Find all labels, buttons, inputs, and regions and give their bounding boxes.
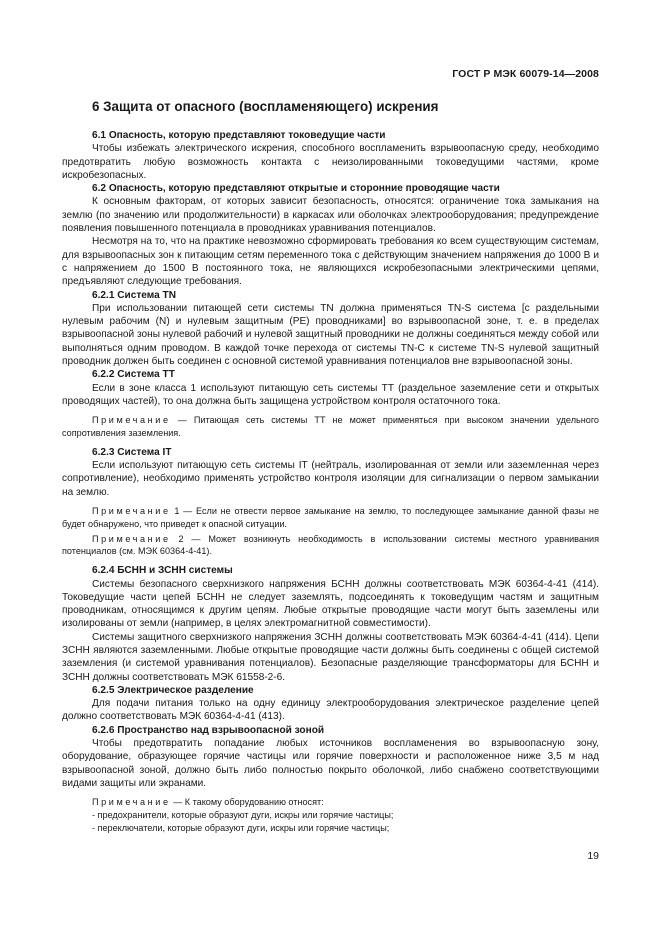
- note-label: Примечание: [92, 506, 171, 517]
- paragraph: Чтобы избежать электрического искрения, способного воспламенить взрывоопасную среду, необходимо предотвратить любую возможность контакта с неизолированными токоведущими частями, кроме искробезопасных.: [62, 143, 599, 181]
- note-label: Примечание: [92, 533, 171, 544]
- note-text: 1 — Если не отвести первое замыкание на землю, то последующее замыкание данной фазы не будет обнаружено, что приведет к опасной ситуации.: [62, 506, 599, 529]
- heading-6-2-6: 6.2.6 Пространство над взрывоопасной зоной: [92, 724, 325, 736]
- note: [62, 533, 599, 559]
- note-text: 2 — Может возникнуть необходимость в использовании системы местного уравнивания потенциалов (см. МЭК 60364-4-41).: [62, 533, 599, 557]
- paragraph: К основным факторам, от которых зависит безопасность, относятся: ограничение тока замыкания на землю (по значению или продолжительности) в каркасах или оболочках электрооборудования; предупреждение появления повышенного потенциала в проводниках уравнивания потенциалов.: [62, 196, 599, 235]
- list-item: - предохранители, которые образуют дуги, искры или горячие частицы;: [92, 810, 394, 821]
- paragraph: Несмотря на то, что на практике невозможно сформировать требования ко всем существующим системам, для взрывоопасных зон к питающим сетям переменного тока с действующим значением напряжения до 1000 В и с напряжением до 1500 В постоянного тока, не являющихся искробезопасными электрическими цепями, предъявляют следующие требования.: [62, 236, 599, 288]
- list-item: - переключатели, которые образуют дуги, искры или горячие частицы;: [92, 822, 390, 833]
- note-text: — Питающая сеть системы TT не может применяться при высоком значении удельного сопротивления заземления.: [62, 415, 599, 439]
- section-title: 6 Защита от опасного (воспламеняющего) искрения: [92, 99, 439, 114]
- paragraph: Для подачи питания только на одну единицу электрооборудования электрическое разделение цепей должно соответствовать МЭК 60364-4-41 (413).: [62, 698, 599, 723]
- note-text: — К такому оборудованию относят:: [170, 797, 324, 808]
- page-number: 19: [587, 850, 599, 862]
- heading-6-2: 6.2 Опасность, которую представляют открытые и сторонние проводящие части: [92, 183, 500, 195]
- heading-6-2-1: 6.2.1 Система TN: [92, 289, 176, 301]
- heading-6-2-3: 6.2.3 Система IT: [92, 446, 172, 458]
- note: [62, 796, 599, 809]
- heading-6-2-4: 6.2.4 БСНН и ЗСНН системы: [92, 565, 233, 577]
- paragraph: Если в зоне класса 1 используют питающую сеть системы TT (раздельное заземление сети и открытых проводящих частей), то она должна быть защищена устройством контроля остаточного тока.: [62, 382, 599, 407]
- paragraph: Системы защитного сверхнизкого напряжения ЗСНН должны соответствовать МЭК 60364-4-41 (414). Цепи ЗСНН являются заземленными. Любые открытые проводящие части должны быть соединены с общей системой заземления (и системой уравнивания потенциалов). Безопасные разделяющие трансформаторы для БСНН и ЗСНН должны соответствовать МЭК 61558-2-6.: [62, 631, 599, 683]
- paragraph: Системы безопасного сверхнизкого напряжения БСНН должны соответствовать МЭК 60364-4-41 (414). Токоведущие части цепей БСНН не следует заземлять, подсоединять к токоведущим частям и защитным проводникам, относящимся к другим цепям. Любые открытые проводящие части могут быть заземлены или изолированы от земли (например, в целях электромагнитной совместимости).: [62, 578, 599, 630]
- paragraph: Чтобы предотвратить попадание любых источников воспламенения во взрывоопасную зону, оборудование, образующее горячие частицы или горячие поверхности и расположенное ниже 3,5 м над взрывоопасной зоной, должно быть либо полностью покрыто оболочкой, либо снабжено соответствующими видами защиты или экранами.: [62, 738, 599, 789]
- note: [62, 414, 599, 440]
- paragraph: Если используют питающую сеть системы IT (нейтраль, изолированная от земли или заземленная через сопротивление), необходимо применять устройство контроля изоляции для сигнализации о первом замыкании на землю.: [62, 460, 599, 498]
- heading-6-1: 6.1 Опасность, которую представляют токоведущие части: [92, 130, 386, 141]
- paragraph: При использовании питающей сети системы TN должна применяться TN-S система [с раздельными нулевым рабочим (N) и нулевым защитным (PE) проводниками] во взрывоопасной зоне, т. е. в пределах взрывоопасной зоны нулевой рабочий и нулевой защитный проводники не должны соединяться между собой или выполняться одним проводом. В каждой точке перехода от системы TN-C к системе TN-S нулевой защитный проводник должен быть соединен с основной системой уравнивания потенциалов вне взрывоопасной зоны.: [62, 302, 599, 368]
- heading-6-2-5: 6.2.5 Электрическое разделение: [92, 684, 254, 696]
- note-label: Примечание: [92, 797, 171, 808]
- document-code: ГОСТ Р МЭК 60079-14—2008: [452, 68, 599, 80]
- note-label: Примечание: [92, 415, 171, 426]
- note: [62, 505, 599, 531]
- page-content: [62, 98, 599, 835]
- heading-6-2-2: 6.2.2 Система TT: [92, 369, 175, 381]
